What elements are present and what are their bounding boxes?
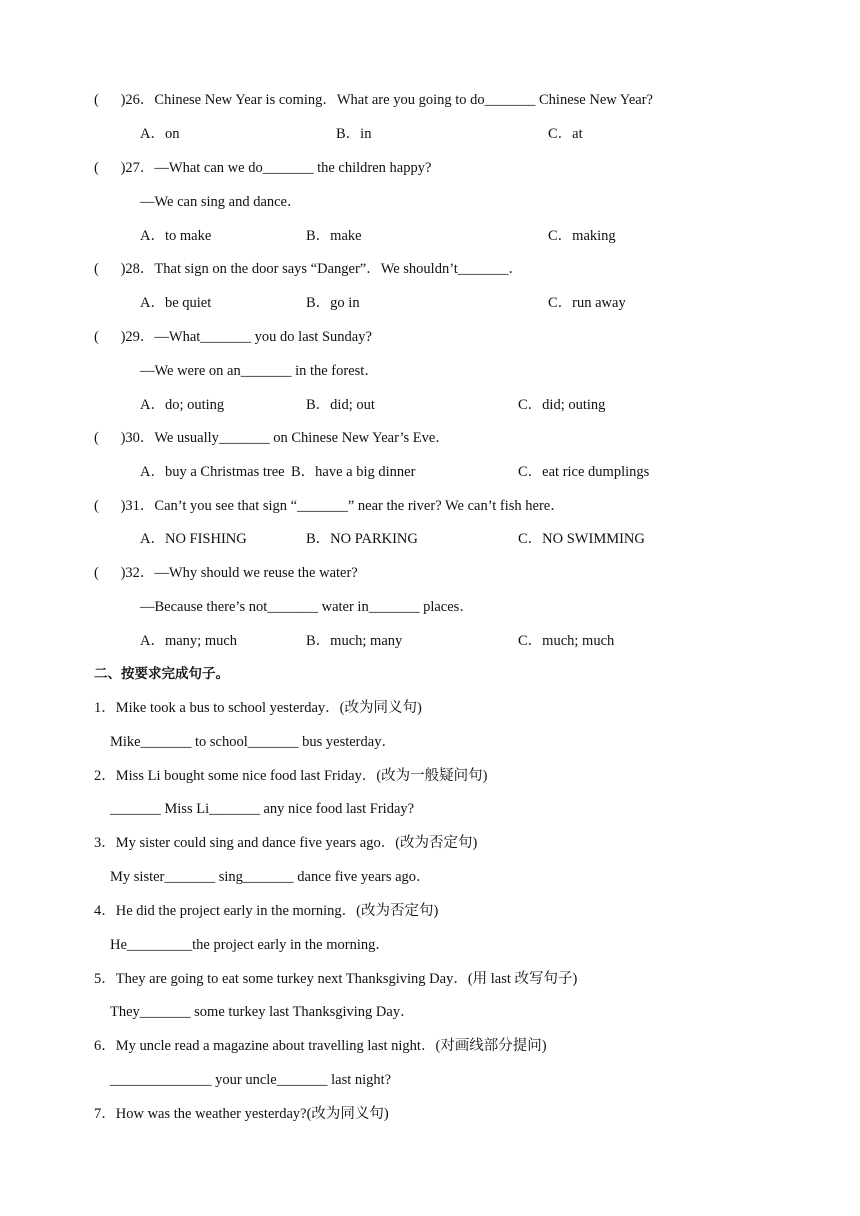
question-text: ( )28．That sign on the door says “Danger”．We shouldn’t_______． bbox=[94, 261, 524, 277]
option-b: B．in bbox=[336, 126, 372, 142]
option-c: C．at bbox=[548, 126, 583, 142]
section-heading: 二、按要求完成句子。 bbox=[94, 666, 229, 682]
sentence-prompt: 3．My sister could sing and dance five years ago．(改为否定句) bbox=[94, 835, 478, 851]
sentence-answer-line: They_______ some turkey last Thanksgiving Day． bbox=[110, 1004, 415, 1020]
sentence-prompt: 5．They are going to eat some turkey next Thanksgiving Day．(用 last 改写句子) bbox=[94, 971, 578, 987]
option-a: A．be quiet bbox=[140, 295, 212, 311]
option-c: C．did; outing bbox=[518, 397, 606, 413]
option-c: C．making bbox=[548, 228, 616, 244]
question-response: —We can sing and dance． bbox=[140, 194, 302, 210]
option-c: C．eat rice dumplings bbox=[518, 464, 650, 480]
question-text: ( )32．—Why should we reuse the water? bbox=[94, 565, 358, 581]
option-b: B．go in bbox=[306, 295, 360, 311]
sentence-answer-line: Mike_______ to school_______ bus yesterday． bbox=[110, 734, 396, 750]
question-text: ( )27．—What can we do_______ the children happy? bbox=[94, 160, 432, 176]
option-c: C．run away bbox=[548, 295, 626, 311]
option-b: B．have a big dinner bbox=[291, 464, 416, 480]
question-text: ( )30．We usually_______ on Chinese New Year’s Eve． bbox=[94, 430, 450, 446]
question-text: ( )29．—What_______ you do last Sunday? bbox=[94, 329, 372, 345]
question-response: —Because there’s not_______ water in_______ places． bbox=[140, 599, 474, 615]
option-a: A．buy a Christmas tree bbox=[140, 464, 285, 480]
sentence-answer-line: He_________the project early in the morning． bbox=[110, 937, 390, 953]
option-a: A．on bbox=[140, 126, 180, 142]
sentence-prompt: 6．My uncle read a magazine about travelling last night．(对画线部分提问) bbox=[94, 1038, 547, 1054]
option-a: A．NO FISHING bbox=[140, 531, 247, 547]
option-a: A．many; much bbox=[140, 633, 238, 649]
question-response: —We were on an_______ in the forest． bbox=[140, 363, 379, 379]
sentence-answer-line: ______________ your uncle_______ last night? bbox=[110, 1072, 392, 1088]
option-c: C．much; much bbox=[518, 633, 615, 649]
sentence-prompt: 1．Mike took a bus to school yesterday．(改为同义句) bbox=[94, 700, 422, 716]
option-b: B．NO PARKING bbox=[306, 531, 418, 547]
sentence-prompt: 2．Miss Li bought some nice food last Friday．(改为一般疑问句) bbox=[94, 768, 488, 784]
sentence-answer-line: My sister_______ sing_______ dance five years ago． bbox=[110, 869, 431, 885]
sentence-prompt: 4．He did the project early in the morning．(改为否定句) bbox=[94, 903, 439, 919]
option-b: B．make bbox=[306, 228, 362, 244]
sentence-answer-line: _______ Miss Li_______ any nice food last Friday? bbox=[110, 801, 415, 817]
option-b: B．did; out bbox=[306, 397, 375, 413]
sentence-prompt: 7．How was the weather yesterday?(改为同义句) bbox=[94, 1106, 389, 1122]
option-a: A．do; outing bbox=[140, 397, 225, 413]
question-text: ( )31．Can’t you see that sign “_______” near the river? We can’t fish here． bbox=[94, 498, 565, 514]
question-text: ( )26．Chinese New Year is coming．What are you going to do_______ Chinese New Year? bbox=[94, 92, 653, 108]
option-b: B．much; many bbox=[306, 633, 403, 649]
option-a: A．to make bbox=[140, 228, 212, 244]
option-c: C．NO SWIMMING bbox=[518, 531, 645, 547]
